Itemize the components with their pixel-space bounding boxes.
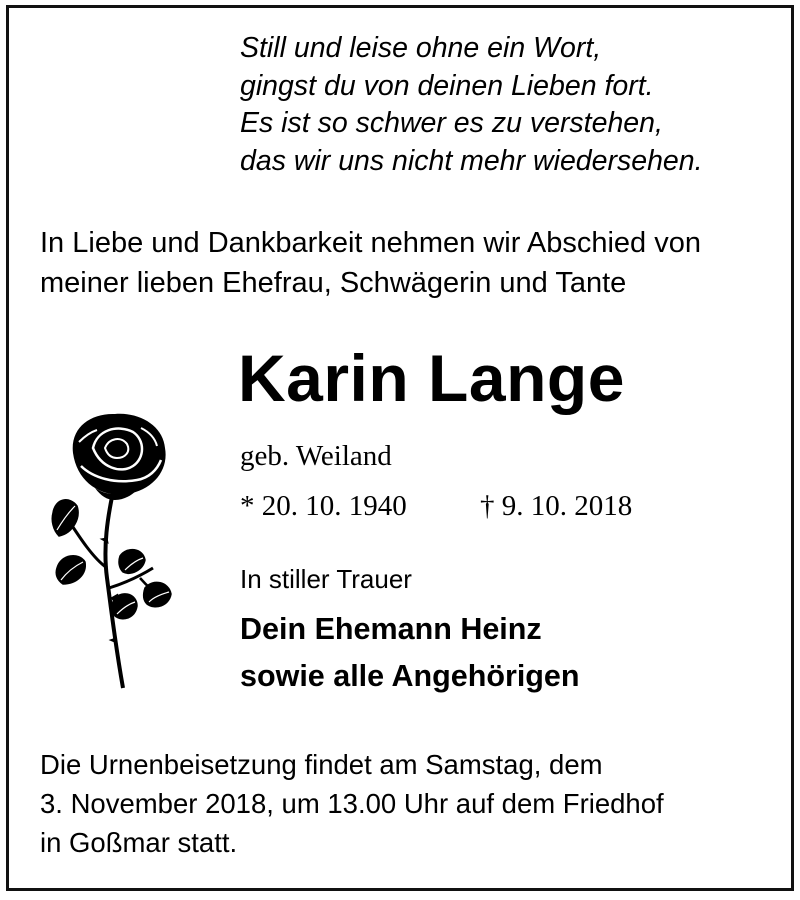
rose-icon	[45, 408, 185, 693]
birth-date: * 20. 10. 1940	[240, 490, 407, 522]
poem-line: das wir uns nicht mehr wiedersehen.	[240, 144, 703, 177]
mourners	[240, 606, 580, 700]
burial-info	[40, 745, 780, 862]
poem-line: gingst du von deinen Lieben fort.	[240, 69, 654, 102]
deceased-name: Karin Lange	[238, 341, 625, 415]
poem-line: Still und leise ohne ein Wort,	[240, 32, 602, 64]
service-line: in Goßmar statt.	[40, 827, 238, 858]
poem-line: Es ist so schwer es zu verstehen,	[240, 107, 663, 139]
mourning-intro: In stiller Trauer	[240, 564, 412, 594]
mourner-line: Dein Ehemann Heinz	[240, 612, 542, 646]
farewell-intro	[40, 223, 775, 303]
service-line: 3. November 2018, um 13.00 Uhr auf dem Friedhof	[40, 788, 664, 819]
life-dates	[240, 487, 633, 525]
mourner-line: sowie alle Angehörigen	[240, 659, 580, 693]
service-line: Die Urnenbeisetzung findet am Samstag, dem	[40, 749, 603, 780]
death-date: † 9. 10. 2018	[480, 490, 633, 522]
intro-line: meiner lieben Ehefrau, Schwägerin und Tante	[40, 267, 627, 299]
birth-name: geb. Weiland	[240, 440, 392, 472]
intro-line: In Liebe und Dankbarkeit nehmen wir Abschied von	[40, 227, 701, 259]
poem	[240, 30, 780, 180]
